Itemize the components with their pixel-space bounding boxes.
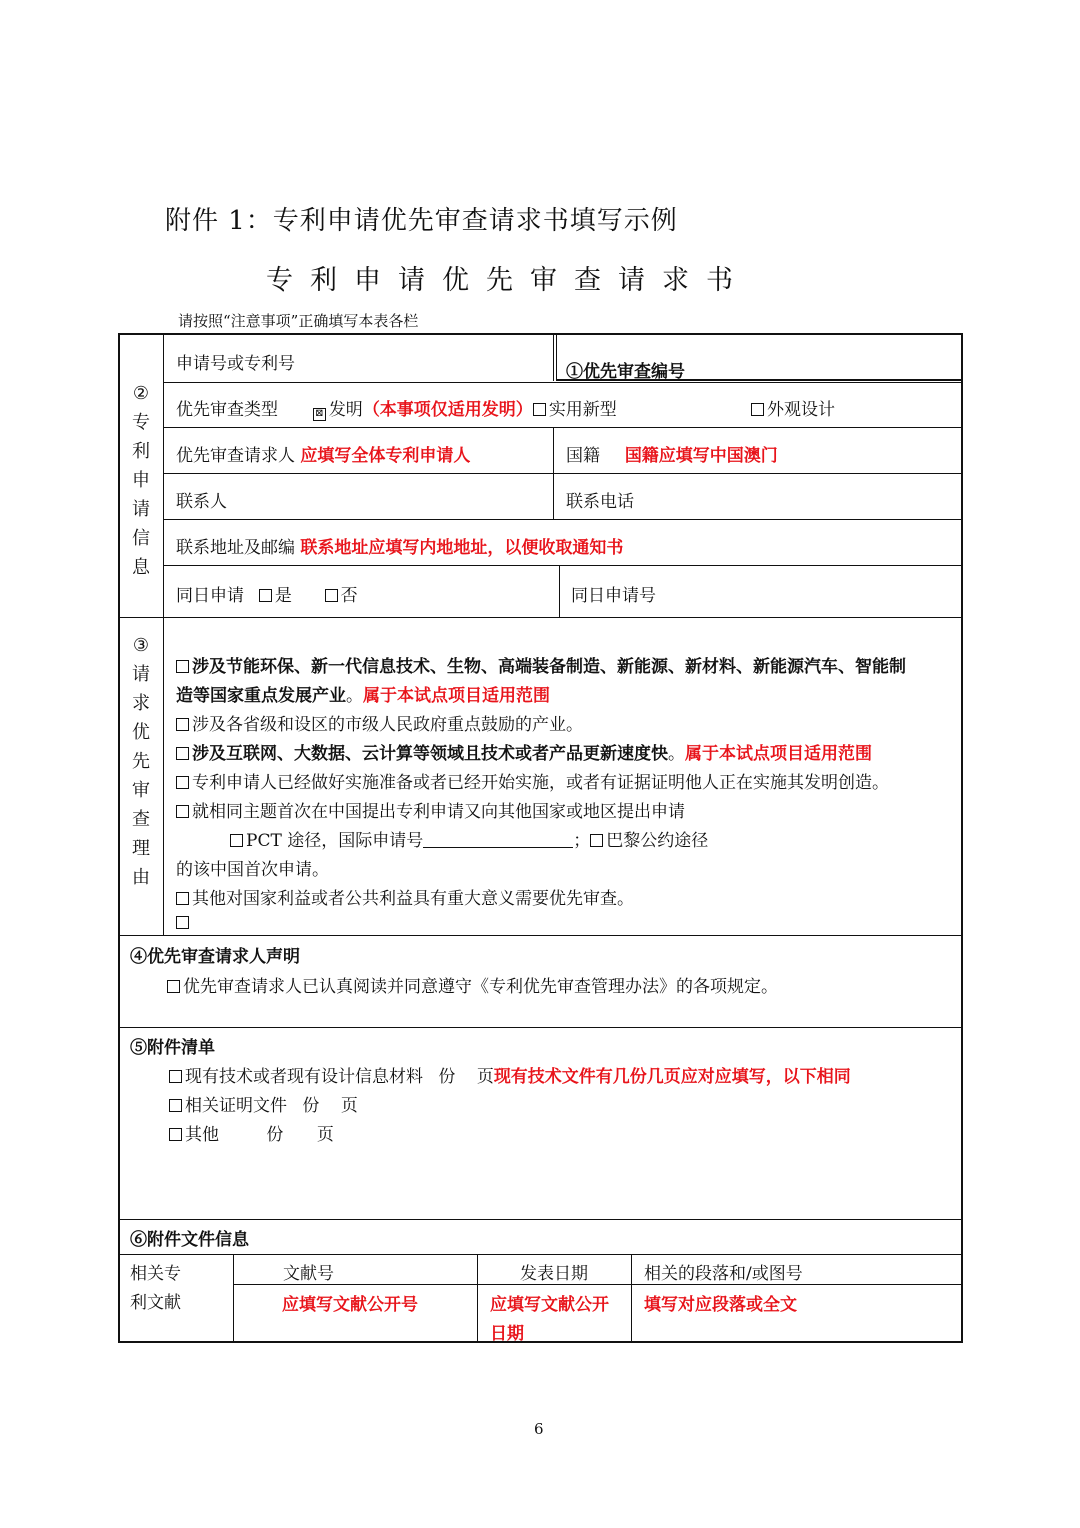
design-option [751, 395, 835, 420]
section5-title: ⑤附件清单 [130, 1038, 215, 1058]
application-number-label: 申请号或专利号 [176, 354, 295, 374]
nationality-hint: 国籍应填写中国澳门 [624, 446, 778, 466]
related-docs-label-1: 相关专 [130, 1264, 181, 1284]
doc-number-hint: 应填写文献公开号 [282, 1295, 418, 1315]
utility-model-label: 实用新型 [548, 400, 617, 420]
related-docs-label-2: 利文献 [130, 1293, 181, 1313]
checked-mark-icon: ⊠ [315, 408, 324, 419]
form-note: 请按照“注意事项”正确填写本表各栏 [178, 312, 419, 330]
attachment-3-checkbox[interactable] [169, 1128, 182, 1141]
invention-checkbox[interactable] [313, 408, 326, 421]
requester-label: 优先审查请求人 [176, 446, 295, 466]
exam-type-label: 优先审查类型 [176, 400, 278, 420]
same-day-yes-checkbox[interactable] [259, 589, 272, 602]
reason-3-hint: 属于本试点项目适用范围 [685, 744, 872, 764]
col-doc-number: 文献号 [283, 1264, 334, 1284]
reason-1-hint: 属于本试点项目适用范围 [363, 686, 550, 706]
document-title: 附件 1：专利申请优先审查请求书填写示例 [165, 206, 678, 236]
form-title: 专利申请优先审查请求书 [266, 265, 750, 296]
reason-1-checkbox[interactable] [176, 660, 189, 673]
same-day-row [176, 581, 358, 606]
same-day-no-label: 否 [340, 586, 358, 606]
reason-1-line2: 造等国家重点发展产业。属于本试点项目适用范围 [176, 686, 550, 706]
publish-date-hint-2: 日期 [490, 1324, 524, 1344]
reason-5-tail: 的该中国首次申请。 [176, 860, 329, 880]
reason-6-checkbox[interactable] [176, 892, 189, 905]
same-day-yes-label: 是 [274, 586, 292, 606]
address-hint: 联系地址应填写内地地址，以便收取通知书 [300, 538, 624, 558]
attachment-item-3: 其他 份 页 [169, 1120, 334, 1145]
declaration: 优先审查请求人已认真阅读并同意遵守《专利优先审查管理办法》的各项规定。 [167, 972, 778, 997]
reason-6: 其他对国家利益或者公共利益具有重大意义需要优先审查。 [176, 884, 634, 909]
attachment-1-checkbox[interactable] [169, 1070, 182, 1083]
reason-2: 涉及各省级和设区的市级人民政府重点鼓励的产业。 [176, 710, 583, 735]
requester-row [176, 441, 470, 466]
reason-1-line1: 涉及节能环保、新一代信息技术、生物、高端装备制造、新能源、新材料、新能源汽车、智能制 [176, 652, 906, 677]
section2-side-label: ② 专 利 申 请 信 息 [132, 383, 150, 578]
exam-type-row [176, 395, 617, 421]
design-label: 外观设计 [767, 400, 835, 420]
page-number: 6 [534, 1420, 544, 1438]
section6-title: ⑥附件文件信息 [130, 1230, 249, 1250]
reason-5: 就相同主题首次在中国提出专利申请又向其他国家或地区提出申请 [176, 797, 685, 822]
col-publish-date: 发表日期 [520, 1264, 588, 1284]
exam-number-label: ①优先审查编号 [566, 362, 685, 382]
attachment-item-1: 现有技术或者现有设计信息材料 份 页现有技术文件有几份几页应对应填写，以下相同 [169, 1062, 851, 1087]
same-day-label: 同日申请 [176, 586, 244, 606]
design-checkbox[interactable] [751, 403, 764, 416]
request-form [118, 333, 963, 1343]
paris-route-checkbox[interactable] [590, 834, 603, 847]
reason-3-checkbox[interactable] [176, 747, 189, 760]
utility-model-checkbox[interactable] [533, 403, 546, 416]
reason-2-checkbox[interactable] [176, 718, 189, 731]
reason-other [176, 913, 192, 933]
section3-side-label: ③ 请 求 优 先 审 查 理 由 [132, 635, 150, 888]
address-row [176, 533, 623, 558]
address-label: 联系地址及邮编 [176, 538, 295, 558]
paragraph-hint: 填写对应段落或全文 [644, 1295, 797, 1315]
nationality-row [566, 441, 778, 466]
same-day-number-label: 同日申请号 [571, 586, 656, 606]
invention-note: （本事项仅适用发明） [362, 400, 533, 420]
pct-route-checkbox[interactable] [230, 834, 243, 847]
reason-other-checkbox[interactable] [176, 916, 189, 929]
requester-hint: 应填写全体专利申请人 [300, 446, 471, 466]
invention-label: 发明 [328, 400, 363, 420]
reason-4: 专利申请人已经做好实施准备或者已经开始实施，或者有证据证明他人正在实施其发明创造。 [176, 768, 889, 793]
attachment-2-checkbox[interactable] [169, 1099, 182, 1112]
international-application-number-field[interactable] [423, 833, 573, 848]
nationality-label: 国籍 [566, 446, 600, 466]
publish-date-hint-1: 应填写文献公开 [490, 1295, 609, 1315]
same-day-no-checkbox[interactable] [325, 589, 338, 602]
contact-label: 联系人 [176, 492, 227, 512]
reason-5-routes: PCT 途径，国际申请号 ； 巴黎公约途径 [230, 826, 708, 851]
col-paragraph: 相关的段落和/或图号 [644, 1264, 803, 1284]
reason-3: 涉及互联网、大数据、云计算等领域且技术或者产品更新速度快。属于本试点项目适用范围 [176, 739, 872, 764]
reason-4-checkbox[interactable] [176, 776, 189, 789]
reason-5-checkbox[interactable] [176, 805, 189, 818]
declaration-checkbox[interactable] [167, 980, 180, 993]
attachment-item-2: 相关证明文件 份 页 [169, 1091, 358, 1116]
section4-title: ④优先审查请求人声明 [130, 947, 300, 967]
phone-label: 联系电话 [566, 492, 634, 512]
attachment-1-hint: 现有技术文件有几份几页应对应填写，以下相同 [493, 1067, 851, 1087]
